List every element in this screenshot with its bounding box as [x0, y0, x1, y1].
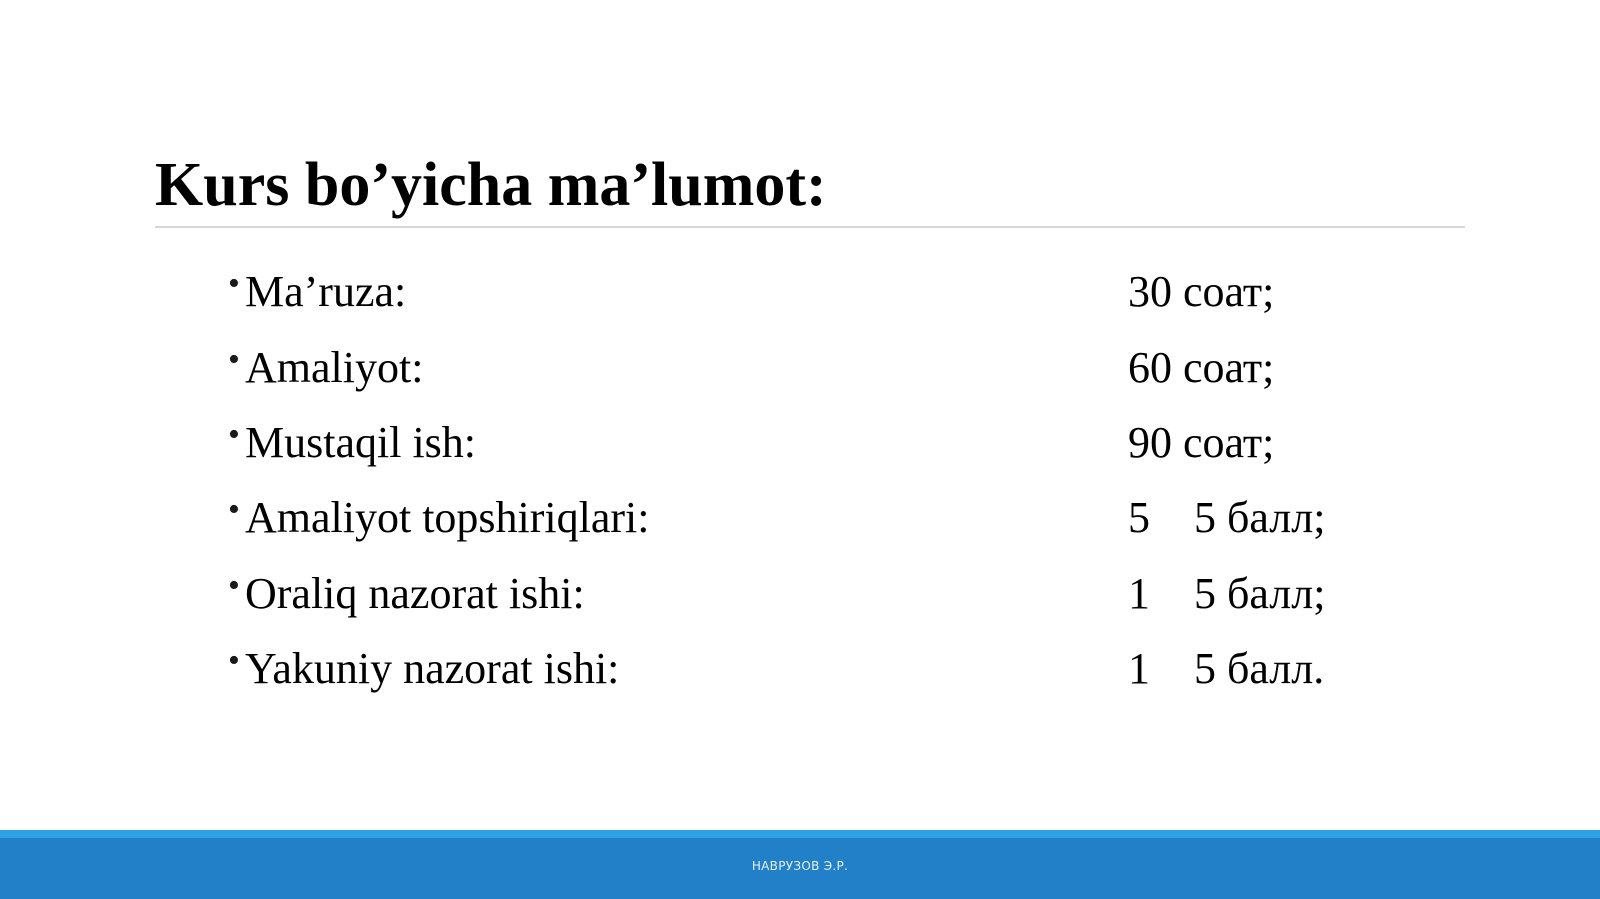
list-item	[0, 405, 1600, 481]
footer-author: НАВРУЗОВ Э.Р.	[751, 859, 849, 873]
item-value: 5 5 балл;	[1128, 493, 1326, 542]
item-label: Amaliyot topshiriqlari:	[245, 493, 650, 542]
bullet-icon: •	[228, 341, 240, 378]
list-item	[0, 631, 1600, 707]
list-item	[0, 330, 1600, 406]
item-value: 90 соат;	[1128, 418, 1275, 467]
footer-accent-line	[0, 830, 1600, 838]
list-item	[0, 480, 1600, 556]
item-label: Oraliq nazorat ishi:	[245, 569, 585, 618]
slide-title: Kurs bo’yicha ma’lumot:	[155, 151, 827, 219]
item-value: 60 соат;	[1128, 343, 1275, 392]
footer-band	[0, 838, 1600, 899]
item-value: 1 5 балл;	[1128, 569, 1326, 618]
bullet-icon: •	[228, 491, 240, 528]
bullet-icon: •	[228, 265, 240, 302]
item-label: Mustaqil ish:	[245, 418, 477, 467]
item-label: Amaliyot:	[245, 343, 424, 392]
list-item	[0, 556, 1600, 632]
bullet-icon: •	[228, 567, 240, 604]
item-label: Ma’ruza:	[245, 267, 407, 316]
item-value: 1 5 балл.	[1128, 644, 1325, 693]
item-label: Yakuniy nazorat ishi:	[245, 644, 620, 693]
list-item	[0, 254, 1600, 330]
item-value: 30 соат;	[1128, 267, 1275, 316]
bullet-icon: •	[228, 416, 240, 453]
bullet-icon: •	[228, 642, 240, 679]
